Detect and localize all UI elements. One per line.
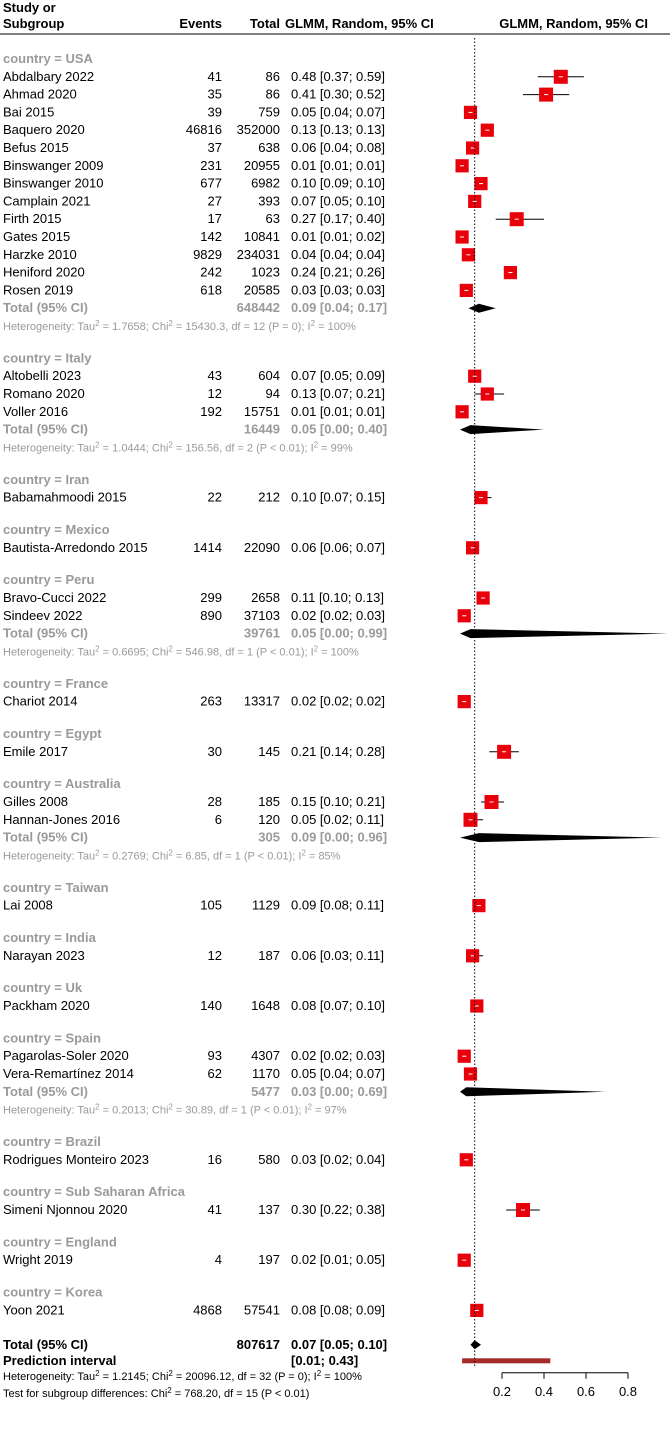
subgroup-label: country = USA	[3, 51, 93, 66]
subgroup-total-n: 16449	[243, 421, 280, 437]
study-total: 13317	[243, 693, 280, 709]
study-events: 231	[200, 157, 222, 173]
study-name: Hannan-Jones 2016	[3, 811, 121, 827]
subgroup-heterogeneity	[3, 440, 353, 455]
study-events: 12	[207, 947, 222, 963]
study-name: Babamahmoodi 2015	[3, 489, 127, 505]
subgroup-label: country = England	[3, 1234, 117, 1250]
het-part: Heterogeneity: Tau	[3, 1104, 96, 1117]
study-total: 1170	[252, 1066, 280, 1081]
study-total: 1023	[251, 264, 280, 280]
het-part: =	[305, 850, 319, 863]
superscript: 2	[95, 439, 100, 449]
study-name: Yoon 2021	[3, 1302, 65, 1318]
study-name: Bai 2015	[3, 104, 55, 120]
study-events: 4868	[193, 1302, 222, 1318]
study-ci: 0.09 [0.08; 0.11]	[291, 897, 384, 913]
prediction-interval-bar	[462, 1358, 550, 1363]
study-ci: 0.13 [0.13; 0.13]	[291, 122, 385, 138]
subgroup-total-ci: 0.03 [0.00; 0.69]	[291, 1083, 388, 1099]
study-events: 6	[214, 811, 222, 827]
study-total: 185	[258, 794, 280, 809]
study-total: 22090	[243, 539, 280, 555]
study-total: 4307	[251, 1048, 280, 1064]
study-ci: 0.01 [0.01; 0.02]	[291, 229, 385, 244]
study-events: 242	[200, 264, 222, 280]
study-name: Altobelli 2023	[3, 368, 82, 384]
subgroup-total-ci: 0.09 [0.04; 0.17]	[291, 300, 388, 316]
subgroup-total-n: 648442	[236, 300, 280, 316]
het-part: ,	[231, 1370, 238, 1383]
subgroup-label: country = Brazil	[3, 1134, 101, 1149]
study-ci: 0.05 [0.02; 0.11]	[291, 811, 384, 827]
het-part: =	[172, 1104, 186, 1117]
study-name: Pagarolas-Soler 2020	[3, 1048, 129, 1064]
study-total: 580	[258, 1151, 280, 1167]
study-name: Simeni Njonnou 2020	[3, 1202, 128, 1217]
study-total: 10841	[243, 229, 280, 244]
study-ci: 0.03 [0.02; 0.04]	[291, 1151, 385, 1167]
het-part: Heterogeneity: Tau	[3, 442, 96, 455]
subgroup-label: country = Mexico	[3, 522, 110, 537]
study-events: 30	[207, 743, 222, 759]
subgroup-label: country = Iran	[3, 471, 90, 487]
subgroup-label: country = Egypt	[3, 726, 102, 741]
het-part: =	[172, 1370, 186, 1383]
study-ci: 0.48 [0.37; 0.59]	[291, 68, 385, 84]
het-part: 546.98	[185, 646, 220, 659]
study-ci: 0.11 [0.10; 0.13]	[291, 590, 384, 605]
study-name: Camplain 2021	[3, 193, 91, 209]
study-ci: 0.01 [0.01; 0.01]	[291, 403, 385, 419]
study-name: Wright 2019	[3, 1252, 73, 1268]
het-part: =	[99, 850, 113, 863]
het-part: 100%	[330, 646, 359, 659]
study-ci: 0.24 [0.21; 0.26]	[291, 264, 385, 280]
study-name: Rodrigues Monteiro 2023	[3, 1151, 149, 1167]
subgroup-total-label: Total (95% CI)	[3, 300, 88, 316]
study-events: 618	[200, 282, 222, 298]
subgroup-diamond	[460, 425, 544, 434]
het-part: df = 1 (P < 0.01); I	[219, 1104, 308, 1117]
het-part: 99%	[330, 442, 353, 455]
study-total: 20955	[243, 157, 280, 173]
study-total: 37103	[243, 607, 280, 623]
het-part: 85%	[318, 850, 341, 863]
study-events: 22	[207, 489, 222, 505]
het-part: 6.85	[185, 850, 207, 863]
het-part: ,	[212, 1104, 220, 1117]
superscript: 2	[168, 439, 173, 449]
het-part: Heterogeneity: Tau	[3, 850, 96, 863]
study-total: 63	[265, 211, 280, 227]
forest-rows	[3, 38, 668, 1400]
study-total: 2658	[251, 590, 280, 605]
study-events: 140	[200, 998, 222, 1013]
subgroup-label: country = Spain	[3, 1030, 101, 1046]
study-events: 4	[214, 1252, 222, 1268]
study-ci: 0.06 [0.06; 0.07]	[291, 539, 385, 555]
study-events: 28	[207, 794, 222, 809]
study-name: Binswanger 2009	[3, 157, 104, 173]
overall-diamond	[471, 1340, 482, 1349]
het-part: ,	[219, 442, 226, 455]
superscript: 2	[168, 847, 173, 857]
subgroup-test	[3, 1385, 309, 1400]
het-part: 1.0444	[112, 442, 146, 455]
het-part: df = 32 (P = 0); I	[237, 1370, 317, 1383]
study-events: 41	[207, 68, 222, 84]
study-ci: 0.21 [0.14; 0.28]	[291, 743, 385, 759]
study-events: 16	[207, 1151, 222, 1167]
study-ci: 0.08 [0.08; 0.09]	[291, 1302, 385, 1318]
study-total: 120	[258, 811, 280, 827]
overall-total-label: Total (95% CI)	[3, 1336, 88, 1352]
study-ci: 0.30 [0.22; 0.38]	[291, 1202, 385, 1217]
subgroup-label: country = Uk	[3, 980, 83, 996]
study-total: 197	[258, 1252, 280, 1268]
het-part: =	[312, 1104, 325, 1117]
study-total: 352000	[236, 122, 280, 138]
subgroup-label: country = India	[3, 930, 96, 945]
study-total: 137	[258, 1202, 280, 1217]
het-part: 0.2769	[112, 850, 146, 863]
het-part: Heterogeneity: Tau	[3, 646, 96, 659]
het-part: =	[99, 442, 113, 455]
het-part: =	[172, 442, 186, 455]
subgroup-total-label: Total (95% CI)	[3, 829, 88, 845]
subgroup-heterogeneity	[3, 1102, 347, 1117]
het-part: 1.7658	[112, 321, 146, 333]
subgroup-diamond	[468, 304, 495, 313]
het-part: =	[318, 442, 331, 455]
het-part: 100%	[333, 1370, 362, 1383]
het-part: =	[99, 1104, 113, 1117]
het-part: =	[99, 321, 113, 333]
study-total: 604	[258, 368, 280, 384]
study-ci: 0.03 [0.03; 0.03]	[291, 282, 385, 298]
superscript: 2	[167, 1385, 172, 1395]
study-name: Romano 2020	[3, 386, 85, 401]
het-part: =	[321, 1370, 334, 1383]
study-events: 677	[200, 175, 222, 191]
study-name: Bravo-Cucci 2022	[3, 590, 107, 605]
study-events: 62	[207, 1066, 222, 1081]
study-ci: 0.08 [0.07; 0.10]	[291, 998, 385, 1013]
study-name: Packham 2020	[3, 998, 90, 1013]
subgroup-label: country = Sub Saharan Africa	[3, 1184, 185, 1200]
study-name: Harzke 2010	[3, 246, 77, 262]
het-part: =	[172, 646, 186, 659]
superscript: 2	[95, 847, 100, 857]
subgroup-diamond	[460, 629, 668, 638]
het-part: 100%	[327, 321, 356, 333]
study-ci: 0.10 [0.07; 0.15]	[291, 489, 385, 505]
study-name: Narayan 2023	[3, 947, 85, 963]
het-part: 97%	[324, 1104, 347, 1117]
subgroup-label: country = Peru	[3, 572, 95, 588]
het-part: Heterogeneity: Tau	[3, 321, 96, 333]
superscript: 2	[307, 1102, 312, 1112]
study-events: 93	[207, 1048, 222, 1064]
het-part: ,	[206, 850, 213, 863]
het-part: df = 1 (P < 0.01); I	[212, 850, 302, 863]
superscript: 2	[168, 318, 173, 328]
superscript: 2	[316, 1368, 322, 1378]
subgroup-diamond	[460, 833, 662, 842]
het-part: 0.2013	[112, 1104, 146, 1117]
study-name: Bautista-Arredondo 2015	[3, 539, 148, 555]
study-total: 234031	[236, 246, 280, 262]
study-name: Chariot 2014	[3, 693, 78, 709]
het-part: =	[172, 321, 186, 333]
subgroup-label: country = Taiwan	[3, 879, 109, 895]
overall-total-n: 807617	[236, 1336, 280, 1352]
het-part: =	[318, 646, 331, 659]
study-ci: 0.05 [0.04; 0.07]	[291, 1066, 385, 1081]
x-axis-tick-label: 0.2	[492, 1383, 512, 1399]
het-part: ,	[219, 646, 226, 659]
header-events: Events	[179, 16, 222, 31]
superscript: 2	[95, 318, 100, 328]
prediction-interval-label: Prediction interval	[3, 1352, 117, 1368]
header-study-line1: Study or	[3, 0, 56, 15]
het-part: 0.6695	[112, 646, 146, 659]
subgroup-total-n: 5477	[251, 1083, 280, 1099]
study-events: 41	[207, 1202, 222, 1217]
study-ci: 0.07 [0.05; 0.09]	[291, 368, 385, 384]
het-part: ; Chi	[145, 850, 169, 863]
study-name: Firth 2015	[3, 211, 62, 227]
study-total: 86	[265, 86, 280, 102]
study-ci: 0.27 [0.17; 0.40]	[291, 211, 385, 227]
subgroup-total-label: Total (95% CI)	[3, 1083, 88, 1099]
het-part: ; Chi	[145, 646, 169, 659]
study-name: Gates 2015	[3, 229, 71, 244]
study-total: 20585	[243, 282, 280, 298]
study-total: 57541	[243, 1302, 280, 1318]
study-ci: 0.01 [0.01; 0.01]	[291, 157, 385, 173]
het-part: df = 12 (P = 0); I	[231, 321, 311, 333]
superscript: 2	[313, 643, 319, 653]
study-ci: 0.13 [0.07; 0.21]	[291, 386, 385, 401]
study-name: Gilles 2008	[3, 794, 69, 809]
study-total: 638	[258, 140, 280, 155]
superscript: 2	[168, 1368, 173, 1378]
superscript: 2	[301, 847, 306, 857]
study-events: 263	[200, 693, 222, 709]
header-total: Total	[249, 16, 280, 31]
study-name: Emile 2017	[3, 743, 69, 759]
study-ci: 0.04 [0.04; 0.04]	[291, 246, 385, 262]
study-events: 105	[200, 897, 222, 913]
subgroup-heterogeneity	[3, 319, 356, 334]
study-events: 37	[207, 140, 222, 155]
study-ci: 0.15 [0.10; 0.21]	[291, 794, 385, 809]
het-part: 15430.3	[185, 321, 226, 333]
study-total: 6982	[251, 175, 280, 191]
superscript: 2	[95, 1368, 100, 1378]
study-total: 393	[258, 193, 280, 209]
study-name: Abdalbary 2022	[3, 68, 95, 84]
subgroup-label: country = Australia	[3, 776, 121, 792]
x-axis-tick-label: 0.6	[576, 1383, 596, 1399]
het-part: Heterogeneity: Tau	[3, 1370, 96, 1383]
study-ci: 0.02 [0.02; 0.03]	[291, 1048, 385, 1064]
het-part: ; Chi	[145, 321, 169, 333]
subgroup-total-ci: 0.05 [0.00; 0.99]	[291, 625, 388, 641]
het-part: 20096.12	[185, 1370, 232, 1383]
study-ci: 0.05 [0.04; 0.07]	[291, 104, 385, 120]
study-name: Heniford 2020	[3, 264, 85, 280]
study-ci: 0.02 [0.02; 0.02]	[291, 693, 385, 709]
subgroup-heterogeneity	[3, 848, 341, 863]
study-events: 27	[207, 193, 222, 209]
study-ci: 0.06 [0.04; 0.08]	[291, 140, 385, 155]
het-part: 156.56	[185, 442, 220, 455]
study-ci: 0.02 [0.02; 0.03]	[291, 607, 385, 623]
superscript: 2	[313, 439, 319, 449]
het-part: 1.2145	[112, 1370, 146, 1383]
header-plot: GLMM, Random, 95% CI	[499, 16, 648, 31]
study-ci: 0.41 [0.30; 0.52]	[291, 86, 385, 102]
study-events: 142	[200, 229, 222, 244]
study-events: 39	[207, 104, 222, 120]
overall-heterogeneity	[3, 1368, 362, 1383]
study-events: 35	[207, 86, 222, 102]
study-total: 94	[265, 386, 280, 401]
study-events: 1414	[193, 539, 222, 555]
study-events: 192	[200, 403, 222, 419]
subgroup-total-label: Total (95% CI)	[3, 421, 88, 437]
study-total: 1129	[252, 897, 280, 913]
study-name: Ahmad 2020	[3, 86, 77, 102]
subgroup-label: country = Italy	[3, 350, 92, 366]
study-name: Voller 2016	[3, 403, 69, 419]
study-events: 43	[207, 368, 222, 384]
subgroup-label: country = Korea	[3, 1284, 103, 1300]
superscript: 2	[168, 1102, 173, 1112]
subgroup-heterogeneity	[3, 644, 359, 659]
het-part: =	[315, 321, 328, 333]
het-part: =	[99, 646, 113, 659]
het-part: 30.89	[185, 1104, 213, 1117]
subgroup-total-label: Total (95% CI)	[3, 625, 88, 641]
overall-total-ci: 0.07 [0.05; 0.10]	[291, 1336, 388, 1352]
subgroup-total-ci: 0.09 [0.00; 0.96]	[291, 829, 388, 845]
study-name: Lai 2008	[3, 897, 53, 913]
study-name: Binswanger 2010	[3, 175, 104, 191]
subgroup-test-rest: = 768.20, df = 15 (P < 0.01)	[171, 1387, 310, 1400]
study-name: Vera-Remartínez 2014	[3, 1066, 134, 1081]
study-ci: 0.06 [0.03; 0.11]	[291, 947, 384, 963]
study-total: 759	[258, 104, 280, 120]
study-events: 12	[207, 386, 222, 401]
prediction-interval-ci: [0.01; 0.43]	[291, 1352, 359, 1368]
subgroup-total-ci: 0.05 [0.00; 0.40]	[291, 421, 388, 437]
study-total: 145	[258, 743, 280, 759]
study-events: 9829	[193, 246, 222, 262]
study-ci: 0.10 [0.09; 0.10]	[291, 175, 385, 191]
study-name: Baquero 2020	[3, 122, 85, 138]
study-total: 86	[265, 68, 280, 84]
superscript: 2	[310, 318, 316, 328]
study-total: 212	[258, 489, 280, 505]
het-part: =	[99, 1370, 113, 1383]
study-events: 299	[200, 590, 222, 605]
superscript: 2	[95, 1102, 100, 1112]
subgroup-total-n: 305	[258, 829, 280, 845]
study-ci: 0.02 [0.01; 0.05]	[291, 1252, 385, 1268]
het-part: df = 2 (P < 0.01); I	[225, 442, 314, 455]
x-axis-tick-label: 0.8	[618, 1383, 638, 1399]
study-total: 187	[258, 947, 280, 963]
het-part: ; Chi	[145, 1104, 169, 1117]
header-ci: GLMM, Random, 95% CI	[285, 16, 434, 31]
study-total: 15751	[243, 403, 280, 419]
header-study-line2: Subgroup	[3, 16, 65, 31]
subgroup-diamond	[460, 1087, 605, 1096]
superscript: 2	[95, 643, 100, 653]
study-events: 17	[207, 211, 222, 227]
superscript: 2	[168, 643, 173, 653]
het-part: ; Chi	[145, 442, 169, 455]
study-name: Rosen 2019	[3, 282, 74, 298]
study-name: Befus 2015	[3, 140, 69, 155]
study-events: 890	[200, 607, 222, 623]
study-name: Sindeev 2022	[3, 607, 83, 623]
study-ci: 0.07 [0.05; 0.10]	[291, 193, 385, 209]
subgroup-test-prefix: Test for subgroup differences: Chi	[3, 1387, 168, 1400]
study-total: 1648	[251, 998, 280, 1013]
het-part: ; Chi	[145, 1370, 169, 1383]
subgroup-label: country = France	[3, 675, 109, 691]
study-events: 46816	[185, 122, 222, 138]
het-part: df = 1 (P < 0.01); I	[225, 646, 314, 659]
het-part: =	[172, 850, 186, 863]
x-axis-tick-label: 0.4	[534, 1383, 554, 1399]
subgroup-total-n: 39761	[243, 625, 280, 641]
het-part: ,	[225, 321, 232, 333]
